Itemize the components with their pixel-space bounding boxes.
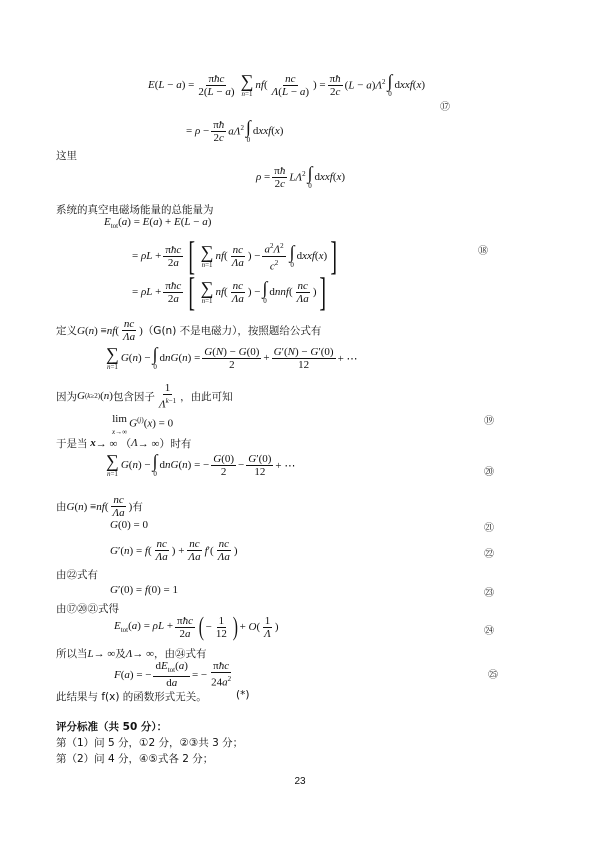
text-suoyi: 所以当 <box>56 648 88 660</box>
equation-25: F(a) = − $\frac{dE_{tot}(a)}{da}$ = − $\frac{\text{πħc}}{24a^2}$ <box>114 660 232 690</box>
suoyi-formula-1: L → ∞ <box>87 647 116 660</box>
text-suoyi-and: 及 <box>115 648 126 660</box>
text-you22: 由㉒式有 <box>56 569 98 581</box>
equation-number-25: ㉕ <box>488 670 498 681</box>
equation-number-17: ⑰ <box>440 102 450 113</box>
score-item-2: 第（2）问 4 分，④⑤式各 2 分； <box>56 753 214 765</box>
equation-24: $E_{tot}(a) = \rho L$ + $\frac{\text{πħc}}{2a}$ ( − $\frac{1}{12}$ ) + O( $\frac{1}{\Lambda}$ ) <box>114 612 279 641</box>
text-zheli: 这里 <box>56 150 77 162</box>
suoyi-formula-2: Λ → ∞ <box>125 647 154 660</box>
text-you-prefix: 由 <box>56 501 67 513</box>
text-because-suffix: ，由此可知 <box>180 390 233 403</box>
page-number: 23 <box>294 776 306 787</box>
equation-23: G′(0) = f(0) = 1 <box>110 584 178 596</box>
text-conclusion-mark: (*) <box>236 689 250 701</box>
equation-18-line3: = ρL + $\frac{\text{πħc}}{2a}$ [ ∑ n=1 nf( $\frac{nc}{\Lambda a}$ ) − ∫ 0 dnnf( $\frac{nc}{\Lambda a}$ ) ] <box>132 269 327 314</box>
text-define-suffix: （G(n) 不是电磁力），按照题给公式有 <box>142 325 322 337</box>
text-suoyi-suffix: ，由㉔式有 <box>153 648 207 660</box>
text-you-suffix: 有 <box>132 501 143 513</box>
equation-17-line1: E(L − a) = $\frac{\text{πħc}}{2(L - a)}$ ∑ n=1 nf( $\frac{nc}{\Lambda(L - a)}$ ) = $\frac{\pi ħ}{2c}$ $(L - a)\Lambda^2$ ∫ 0 dxxf(x) <box>148 71 426 98</box>
equation-number-21: ㉑ <box>484 523 494 534</box>
text-system-energy: 系统的真空电磁场能量的总能量为 <box>56 204 214 216</box>
text-yushi-prefix: 于是当 <box>56 437 88 450</box>
equation-19: lim x→∞ $G^{(j)}(x) = 0$ <box>112 413 174 436</box>
you-line <box>56 494 143 519</box>
equation-number-22: ㉒ <box>484 549 494 560</box>
equation-rho: ρ = $\frac{\pi ħ}{2c}$ $L\Lambda^2$ ∫ 0 dxxf(x) <box>256 163 346 190</box>
equation-number-20: ⑳ <box>484 467 494 478</box>
text-yushi-suffix: 时有 <box>170 437 192 450</box>
because-formula: G (k≥2) ( n ) <box>77 390 113 403</box>
yushi-formula: x → ∞ （ Λ → ∞） <box>90 437 171 450</box>
text-because-prefix: 因为 <box>56 390 77 403</box>
definition-line <box>56 318 321 343</box>
text-because-mid: 包含因子 <box>112 390 155 403</box>
yushi-line <box>56 435 191 451</box>
score-title: 评分标准（共 50 分）： <box>56 721 168 733</box>
equation-22: G′(n) = f( $\frac{nc}{\Lambda a}$ ) + $\frac{nc}{\Lambda a}$ f′( $\frac{nc}{\Lambda a}$ ) <box>110 538 238 563</box>
score-item-1: 第（1）问 5 分，①2 分，②③共 3 分； <box>56 737 244 749</box>
because-factor: $\frac{1}{\Lambda^{k-1}}$ <box>158 382 177 411</box>
because-line <box>56 382 233 411</box>
definition-formula: G ( n ) ≡ nf ( $\frac{nc}{\Lambda a}$ ) <box>77 318 143 343</box>
you-formula: G ( n ) ≡ nf ( $\frac{nc}{\Lambda a}$ ) <box>66 494 133 519</box>
equation-18-line2: = ρL + $\frac{\text{πħc}}{2a}$ [ ∑ n=1 nf( $\frac{nc}{\Lambda a}$ ) − $\frac{a^2\Lambda^2}{c^2}$ ∫ 0 dxxf(x) ] <box>132 233 338 278</box>
text-you-combo: 由⑰⑳㉑式得 <box>56 603 119 615</box>
equation-number-18: ⑱ <box>478 246 488 257</box>
equation-18-line1: $E_{tot}(a) = E(a) + E(L - a)$ <box>104 216 212 231</box>
equation-20: ∑ n=1 G(n) − ∫ 0 dnG(n) = − $\frac{G(0)}{2}$ − $\frac{G'(0)}{12}$ + ⋯ <box>106 451 296 478</box>
equation-17-line2: = ρ − $\frac{\pi ħ}{2c}$ $a\Lambda^2$ ∫ 0 dxxf(x) <box>186 117 284 144</box>
text-define-prefix: 定义 <box>56 325 77 337</box>
equation-number-24: ㉔ <box>484 626 494 637</box>
equation-21: G(0) = 0 <box>110 519 148 531</box>
text-conclusion: 此结果与 f(x) 的函数形式无关。 <box>56 691 207 703</box>
equation-number-19: ⑲ <box>484 416 494 427</box>
equation-number-23: ㉓ <box>484 588 494 599</box>
equation-euler-maclaurin: ∑ n=1 G(n) − ∫ 0 dnG(n) = $\frac{G(N) - G(0)}{2}$ + $\frac{G'(N) - G'(0)}{12}$ + ⋯ <box>106 344 358 371</box>
suoyi-line <box>56 646 206 661</box>
